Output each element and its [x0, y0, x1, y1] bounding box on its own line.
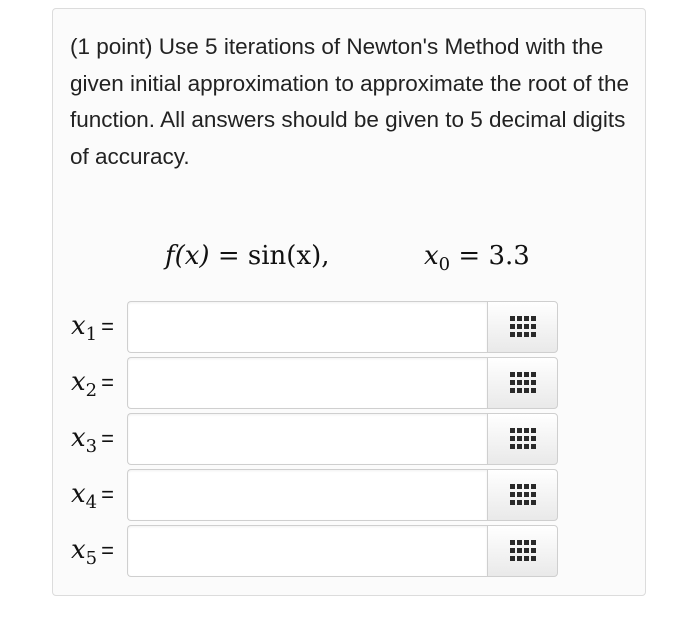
answer-row-x2	[53, 357, 645, 409]
keypad-grid-icon	[510, 484, 536, 506]
answer-input-x1[interactable]	[127, 301, 487, 353]
answer-input-x5[interactable]	[127, 525, 487, 577]
keypad-button-x2[interactable]	[487, 357, 558, 409]
keypad-grid-icon	[510, 428, 536, 450]
x0-value: = 3.3	[458, 241, 530, 271]
answer-label-x1	[71, 311, 127, 345]
problem-prompt: (1 point) Use 5 iterations of Newton's Method with the given initial approximation to approximate the root of the function. All answers should be given to 5 decimal digits of accuracy.	[70, 34, 630, 169]
answer-var: x	[71, 423, 86, 453]
answer-subscript: 2	[85, 380, 98, 401]
answer-label-x5	[71, 535, 127, 569]
function-definition	[165, 241, 330, 271]
function-lhs: f(x)	[165, 241, 210, 271]
answer-var: x	[71, 535, 86, 565]
problem-card	[52, 8, 646, 596]
equals-sign: =	[101, 370, 114, 395]
answer-subscript: 4	[85, 492, 98, 513]
answer-row-x5	[53, 525, 645, 577]
keypad-grid-icon	[510, 316, 536, 338]
equals-sign: =	[101, 538, 114, 563]
function-equation	[53, 241, 645, 281]
answer-subscript: 5	[85, 548, 98, 569]
equals-sign: =	[101, 426, 114, 451]
equals-sign: =	[101, 314, 114, 339]
answer-row-x3	[53, 413, 645, 465]
answer-input-x4[interactable]	[127, 469, 487, 521]
initial-approximation	[424, 241, 530, 275]
answer-label-x4	[71, 479, 127, 513]
answer-label-x2	[71, 367, 127, 401]
answer-input-x3[interactable]	[127, 413, 487, 465]
answer-label-x3	[71, 423, 127, 457]
keypad-grid-icon	[510, 372, 536, 394]
answer-subscript: 1	[85, 324, 98, 345]
keypad-button-x4[interactable]	[487, 469, 558, 521]
keypad-button-x1[interactable]	[487, 301, 558, 353]
answer-var: x	[71, 479, 86, 509]
keypad-button-x5[interactable]	[487, 525, 558, 577]
answer-row-x4	[53, 469, 645, 521]
keypad-button-x3[interactable]	[487, 413, 558, 465]
answer-subscript: 3	[85, 436, 98, 457]
equals-sign: =	[101, 482, 114, 507]
answer-row-x1	[53, 301, 645, 353]
keypad-grid-icon	[510, 540, 536, 562]
function-rhs: = sin(x),	[217, 241, 330, 271]
x0-subscript: 0	[438, 254, 451, 275]
x0-variable: x	[424, 241, 439, 271]
answer-var: x	[71, 311, 86, 341]
answer-var: x	[71, 367, 86, 397]
answer-input-x2[interactable]	[127, 357, 487, 409]
